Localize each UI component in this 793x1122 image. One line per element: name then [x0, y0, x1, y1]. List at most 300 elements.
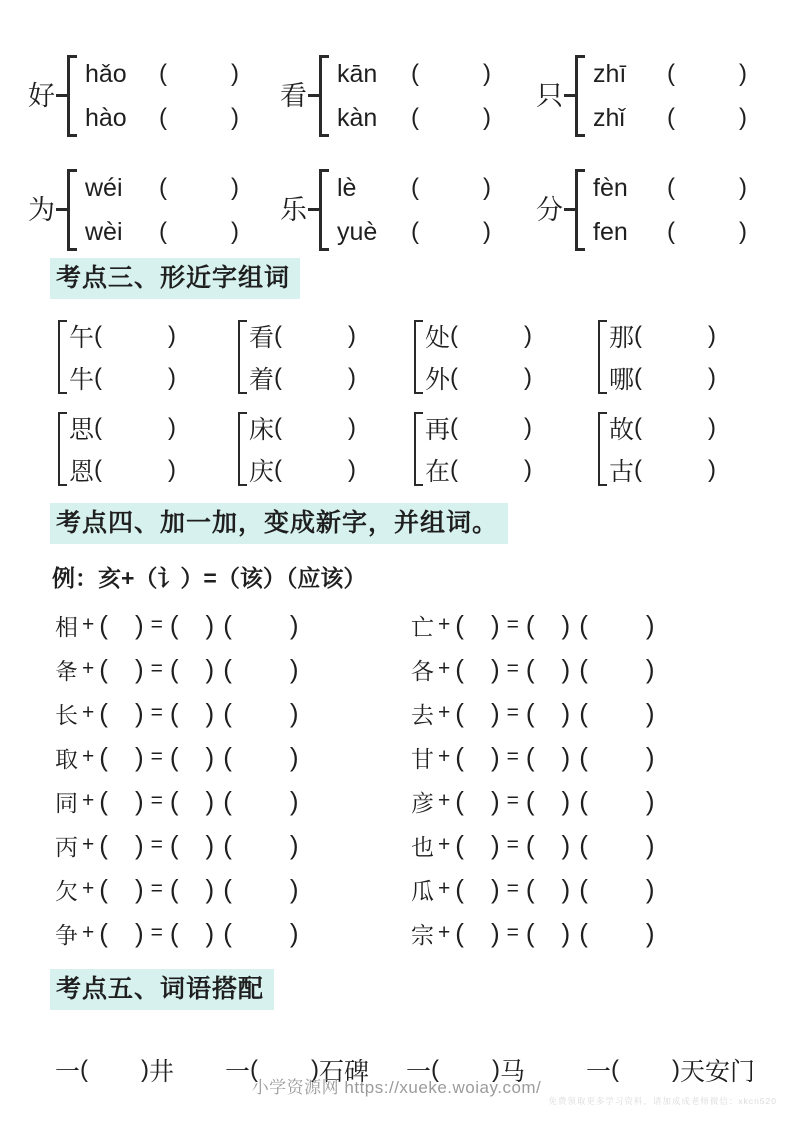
pair-line: [609, 315, 716, 357]
paren-open: (: [94, 413, 103, 441]
reading-line: [337, 210, 491, 254]
paren-open: (: [455, 741, 464, 772]
paren-open: (: [579, 917, 588, 948]
paren-open: (: [223, 697, 232, 728]
bracket: [238, 412, 247, 486]
polyphonic-headword: 好: [28, 80, 55, 111]
character: 看: [249, 323, 275, 352]
character-pair: [58, 315, 238, 399]
plus-sign: +: [82, 877, 95, 901]
paren-close: ): [561, 873, 571, 904]
paren-close: ): [205, 917, 215, 948]
paren-close: ): [490, 917, 500, 948]
paren-close: ): [645, 785, 655, 816]
character: 再: [425, 415, 451, 444]
paren-open: (: [450, 321, 459, 349]
plus-sign: +: [438, 833, 451, 857]
bracket: [238, 320, 247, 394]
pair-line: [69, 449, 176, 491]
add-item: [55, 697, 411, 730]
paren-close: ): [205, 785, 215, 816]
paren-open: (: [525, 829, 535, 860]
add-row: [55, 823, 793, 867]
paren-open: (: [411, 174, 419, 201]
paren-open: (: [455, 829, 464, 860]
equals-sign: =: [506, 657, 519, 681]
paren-open: (: [223, 741, 232, 772]
paren-close: ): [134, 609, 144, 640]
paren-open: (: [667, 174, 675, 201]
paren-close: ): [645, 829, 655, 860]
plus-sign: +: [82, 657, 95, 681]
add-item: [411, 917, 793, 950]
equals-sign: =: [150, 701, 163, 725]
paren-close: ): [708, 455, 717, 483]
paren-open: (: [525, 609, 535, 640]
paren-open: (: [94, 455, 103, 483]
paren-open: (: [169, 785, 179, 816]
pair-line: [425, 315, 532, 357]
paren-open: (: [80, 1056, 89, 1084]
equals-sign: =: [506, 921, 519, 945]
bracket: [575, 169, 585, 251]
section-heading-3: 考点三、形近字组词: [50, 258, 300, 299]
plus-sign: +: [438, 701, 451, 725]
character: 恩: [69, 457, 95, 486]
paren-close: ): [490, 829, 500, 860]
paren-open: (: [611, 1056, 620, 1084]
bracket: [67, 55, 77, 137]
pair-column: [249, 407, 356, 491]
character-pair: [238, 407, 414, 491]
paren-open: (: [634, 321, 643, 349]
base-character: 甘: [411, 745, 434, 772]
paren-open: (: [667, 60, 675, 87]
base-character: 欠: [55, 877, 78, 904]
paren-open: (: [455, 873, 464, 904]
paren-close: ): [134, 697, 144, 728]
pair-line: [609, 357, 716, 399]
paren-open: (: [223, 829, 232, 860]
equals-sign: =: [150, 745, 163, 769]
base-character: 亡: [411, 613, 434, 640]
pair-column: [69, 407, 176, 491]
paren-open: (: [99, 873, 108, 904]
equals-sign: =: [506, 833, 519, 857]
pair-column: [249, 315, 356, 399]
paren-open: (: [169, 697, 179, 728]
readings-column: [337, 166, 491, 254]
readings-column: [85, 52, 239, 140]
paren-close: ): [483, 104, 491, 131]
paren-open: (: [159, 60, 167, 87]
base-character: 去: [411, 701, 434, 728]
reading-line: [593, 210, 747, 254]
base-character: 宗: [411, 921, 434, 948]
pair-column: [425, 407, 532, 491]
paren-open: (: [525, 785, 535, 816]
paren-close: ): [561, 741, 571, 772]
paren-open: (: [411, 104, 419, 131]
noun-tail: 马: [500, 1058, 526, 1087]
character: 床: [249, 415, 275, 444]
plus-sign: +: [438, 921, 451, 945]
paren-close: ): [524, 413, 533, 441]
plus-sign: +: [82, 921, 95, 945]
paren-close: ): [561, 917, 571, 948]
plus-sign: +: [438, 657, 451, 681]
reading-line: [337, 52, 491, 96]
bracket: [58, 320, 67, 394]
add-item: [55, 829, 411, 862]
pinyin-reading: fen: [593, 217, 628, 246]
character-pair: [238, 315, 414, 399]
paren-open: (: [274, 363, 283, 391]
paren-open: (: [634, 413, 643, 441]
paren-close: ): [141, 1056, 150, 1084]
paren-close: ): [289, 653, 299, 684]
base-character: 瓜: [411, 877, 434, 904]
add-row: [55, 691, 793, 735]
paren-close: ): [645, 741, 655, 772]
paren-close: ): [205, 609, 215, 640]
equals-sign: =: [506, 701, 519, 725]
character-pair: [598, 407, 793, 491]
add-item: [411, 785, 793, 818]
paren-open: (: [99, 609, 108, 640]
paren-open: (: [579, 873, 588, 904]
pair-line: [249, 357, 356, 399]
paren-open: (: [274, 321, 283, 349]
paren-close: ): [348, 321, 357, 349]
paren-close: ): [708, 321, 717, 349]
reading-line: [85, 210, 239, 254]
paren-open: (: [159, 104, 167, 131]
character: 午: [69, 323, 95, 352]
pair-line: [609, 407, 716, 449]
paren-open: (: [455, 609, 464, 640]
noun-tail: 石碑: [319, 1058, 370, 1087]
add-item: [411, 653, 793, 686]
base-character: 相: [55, 613, 78, 640]
bracket: [414, 320, 423, 394]
polyphonic-exercise-section: [0, 52, 793, 254]
equals-sign: =: [150, 921, 163, 945]
paren-close: ): [205, 741, 215, 772]
paren-open: (: [579, 609, 588, 640]
paren-open: (: [169, 829, 179, 860]
polyphonic-headword: 分: [536, 194, 563, 225]
pinyin-reading: kān: [337, 59, 378, 88]
paren-close: ): [645, 609, 655, 640]
paren-close: ): [348, 363, 357, 391]
measure-word-head: 一: [406, 1058, 432, 1087]
paren-close: ): [524, 321, 533, 349]
paren-open: (: [223, 917, 232, 948]
equals-sign: =: [150, 613, 163, 637]
add-item: [411, 829, 793, 862]
paren-close: ): [483, 218, 491, 245]
pair-line: [249, 449, 356, 491]
plus-sign: +: [82, 833, 95, 857]
polyphonic-group: [28, 166, 280, 254]
paren-close: ): [168, 321, 177, 349]
paren-close: ): [490, 741, 500, 772]
paren-close: ): [645, 917, 655, 948]
section-heading-5: 考点五、词语搭配: [50, 969, 274, 1010]
paren-close: ): [168, 413, 177, 441]
reading-line: [85, 52, 239, 96]
paren-close: ): [672, 1056, 681, 1084]
bracket: [319, 169, 329, 251]
paren-open: (: [94, 321, 103, 349]
paren-close: ): [348, 455, 357, 483]
add-row: [55, 867, 793, 911]
base-character: 各: [411, 657, 434, 684]
paren-open: (: [223, 609, 232, 640]
reading-line: [337, 96, 491, 140]
paren-open: (: [169, 653, 179, 684]
paren-close: ): [524, 363, 533, 391]
paren-open: (: [525, 917, 535, 948]
paren-open: (: [159, 218, 167, 245]
page-footer: [0, 1073, 793, 1106]
paren-close: ): [708, 413, 717, 441]
character: 在: [425, 457, 451, 486]
paren-open: (: [667, 218, 675, 245]
paren-close: ): [205, 697, 215, 728]
paren-close: ): [289, 609, 299, 640]
paren-open: (: [579, 785, 588, 816]
paren-close: ): [205, 829, 215, 860]
paren-close: ): [168, 455, 177, 483]
paren-open: (: [250, 1056, 259, 1084]
paren-open: (: [450, 363, 459, 391]
paren-open: (: [169, 917, 179, 948]
paren-open: (: [450, 455, 459, 483]
paren-open: (: [99, 741, 108, 772]
reading-line: [85, 166, 239, 210]
pair-line: [69, 357, 176, 399]
paren-close: ): [645, 697, 655, 728]
bracket: [319, 55, 329, 137]
plus-sign: +: [82, 613, 95, 637]
polyphonic-group: [280, 166, 536, 254]
bracket: [598, 412, 607, 486]
plus-sign: +: [438, 745, 451, 769]
pinyin-reading: wèi: [85, 217, 123, 246]
bracket: [575, 55, 585, 137]
paren-close: ): [645, 653, 655, 684]
pinyin-reading: yuè: [337, 217, 378, 246]
add-item: [55, 917, 411, 950]
paren-close: ): [561, 829, 571, 860]
character: 着: [249, 365, 275, 394]
add-row: [55, 911, 793, 955]
paren-close: ): [490, 873, 500, 904]
character: 古: [609, 457, 635, 486]
paren-close: ): [561, 697, 571, 728]
polyphonic-headword: 为: [28, 194, 55, 225]
paren-close: ): [561, 653, 571, 684]
paren-close: ): [168, 363, 177, 391]
paren-open: (: [525, 697, 535, 728]
add-row: [55, 647, 793, 691]
add-item: [55, 653, 411, 686]
paren-close: ): [492, 1056, 501, 1084]
pair-column: [425, 315, 532, 399]
plus-sign: +: [82, 701, 95, 725]
character-pair: [598, 315, 793, 399]
similar-characters-grid: [0, 315, 793, 491]
paren-open: (: [455, 785, 464, 816]
base-character: 夅: [55, 657, 78, 684]
watermark-text: 免费领取更多学习资料，请加成成老师微信：xkcn520: [548, 1096, 777, 1106]
paren-open: (: [411, 60, 419, 87]
reading-line: [337, 166, 491, 210]
paren-open: (: [169, 873, 179, 904]
pinyin-reading: fèn: [593, 173, 628, 202]
pair-line: [69, 407, 176, 449]
measure-word-head: 一: [586, 1058, 612, 1087]
paren-close: ): [561, 785, 571, 816]
paren-close: ): [348, 413, 357, 441]
paren-open: (: [99, 785, 108, 816]
polyphonic-headword: 看: [280, 80, 307, 111]
pair-line: [609, 449, 716, 491]
paren-close: ): [645, 873, 655, 904]
base-character: 彦: [411, 789, 434, 816]
paren-open: (: [99, 829, 108, 860]
paren-close: ): [289, 873, 299, 904]
paren-close: ): [134, 873, 144, 904]
add-row: [55, 779, 793, 823]
reading-line: [593, 96, 747, 140]
bracket: [67, 169, 77, 251]
paren-open: (: [450, 413, 459, 441]
paren-open: (: [579, 829, 588, 860]
paren-close: ): [231, 104, 239, 131]
paren-close: ): [134, 741, 144, 772]
plus-sign: +: [438, 613, 451, 637]
measure-word-head: 一: [225, 1058, 251, 1087]
readings-column: [85, 166, 239, 254]
character: 庆: [249, 457, 275, 486]
base-character: 也: [411, 833, 434, 860]
noun-tail: 井: [149, 1058, 175, 1087]
paren-close: ): [311, 1056, 320, 1084]
paren-open: (: [455, 697, 464, 728]
equals-sign: =: [150, 657, 163, 681]
paren-open: (: [274, 455, 283, 483]
paren-close: ): [739, 104, 747, 131]
paren-close: ): [490, 609, 500, 640]
base-character: 取: [55, 745, 78, 772]
paren-close: ): [134, 653, 144, 684]
paren-close: ): [483, 174, 491, 201]
equals-sign: =: [506, 745, 519, 769]
add-row: [55, 735, 793, 779]
paren-close: ): [739, 174, 747, 201]
reading-line: [85, 96, 239, 140]
paren-close: ): [289, 829, 299, 860]
character: 故: [609, 415, 635, 444]
section-heading-4: 考点四、加一加，变成新字，并组词。: [50, 503, 508, 544]
equals-sign: =: [150, 789, 163, 813]
pair-column: [609, 315, 716, 399]
paren-close: ): [289, 785, 299, 816]
readings-column: [593, 166, 747, 254]
add-component-rows: [0, 603, 793, 955]
polyphonic-headword: 只: [536, 80, 563, 111]
character: 思: [69, 415, 95, 444]
character: 哪: [609, 365, 635, 394]
character: 牛: [69, 365, 95, 394]
bracket: [598, 320, 607, 394]
pair-line: [425, 407, 532, 449]
add-item: [411, 873, 793, 906]
paren-open: (: [667, 104, 675, 131]
equals-sign: =: [506, 877, 519, 901]
equals-sign: =: [150, 877, 163, 901]
character: 那: [609, 323, 635, 352]
add-item: [55, 785, 411, 818]
polyphonic-group: [536, 166, 777, 254]
paren-close: ): [708, 363, 717, 391]
paren-open: (: [411, 218, 419, 245]
plus-sign: +: [438, 789, 451, 813]
plus-sign: +: [82, 789, 95, 813]
polyphonic-grid: [0, 52, 793, 254]
paren-open: (: [169, 741, 179, 772]
base-character: 丙: [55, 833, 78, 860]
reading-line: [593, 166, 747, 210]
pair-line: [425, 449, 532, 491]
plus-sign: +: [438, 877, 451, 901]
paren-close: ): [739, 218, 747, 245]
character-pair: [414, 315, 598, 399]
paren-open: (: [274, 413, 283, 441]
base-character: 争: [55, 921, 78, 948]
paren-close: ): [561, 609, 571, 640]
pair-line: [69, 315, 176, 357]
add-item: [55, 873, 411, 906]
pinyin-reading: kàn: [337, 103, 378, 132]
polyphonic-group: [536, 52, 777, 140]
equals-sign: =: [506, 613, 519, 637]
equals-sign: =: [506, 789, 519, 813]
paren-close: ): [739, 60, 747, 87]
readings-column: [593, 52, 747, 140]
pair-column: [609, 407, 716, 491]
paren-close: ): [490, 653, 500, 684]
measure-word-head: 一: [55, 1058, 81, 1087]
pinyin-reading: zhǐ: [593, 103, 625, 132]
pair-line: [249, 407, 356, 449]
reading-line: [593, 52, 747, 96]
paren-close: ): [524, 455, 533, 483]
noun-tail: 天安门: [680, 1058, 756, 1087]
character: 外: [425, 365, 451, 394]
bracket: [414, 412, 423, 486]
paren-close: ): [205, 873, 215, 904]
polyphonic-group: [280, 52, 536, 140]
paren-open: (: [525, 741, 535, 772]
character-pair: [414, 407, 598, 491]
paren-close: ): [490, 697, 500, 728]
paren-close: ): [134, 829, 144, 860]
paren-close: ): [134, 785, 144, 816]
